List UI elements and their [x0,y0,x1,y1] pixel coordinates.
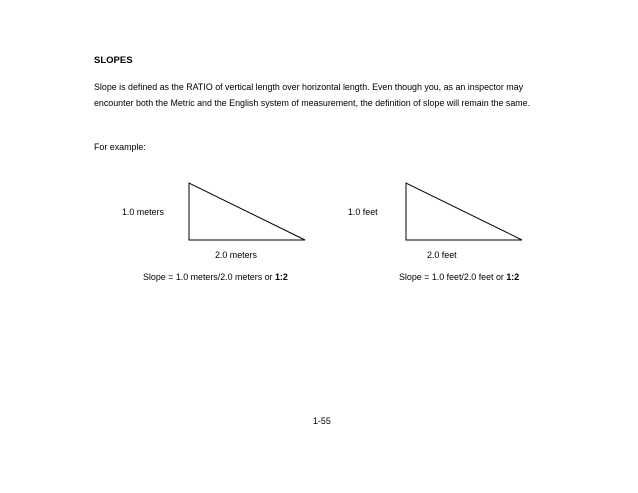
definition-paragraph [94,79,594,111]
english-horizontal-label: 2.0 feet [427,250,457,260]
page-number: 1-55 [313,416,331,426]
metric-slope-ratio: 1:2 [274,272,288,282]
paragraph-line-1: Slope is defined as the RATIO of vertical length over horizontal length. Even though you, as an inspector may [94,82,524,92]
english-slope-text: Slope = 1.0 feet/2.0 feet or [399,272,507,282]
metric-slope-triangle [188,182,308,242]
english-slope-triangle [405,182,525,242]
metric-vertical-label: 1.0 meters [122,207,164,217]
metric-slope-text: Slope = 1.0 meters/2.0 meters or [143,272,275,282]
english-vertical-label: 1.0 feet [348,207,378,217]
section-heading: SLOPES [94,55,133,66]
english-slope-formula [399,272,519,282]
paragraph-line-2: encounter both the Metric and the English system of measurement, the definition of slope will remain the same. [94,98,531,108]
example-intro: For example: [94,142,146,152]
metric-slope-formula [143,272,288,282]
english-slope-ratio: 1:2 [506,272,520,282]
metric-horizontal-label: 2.0 meters [215,250,257,260]
